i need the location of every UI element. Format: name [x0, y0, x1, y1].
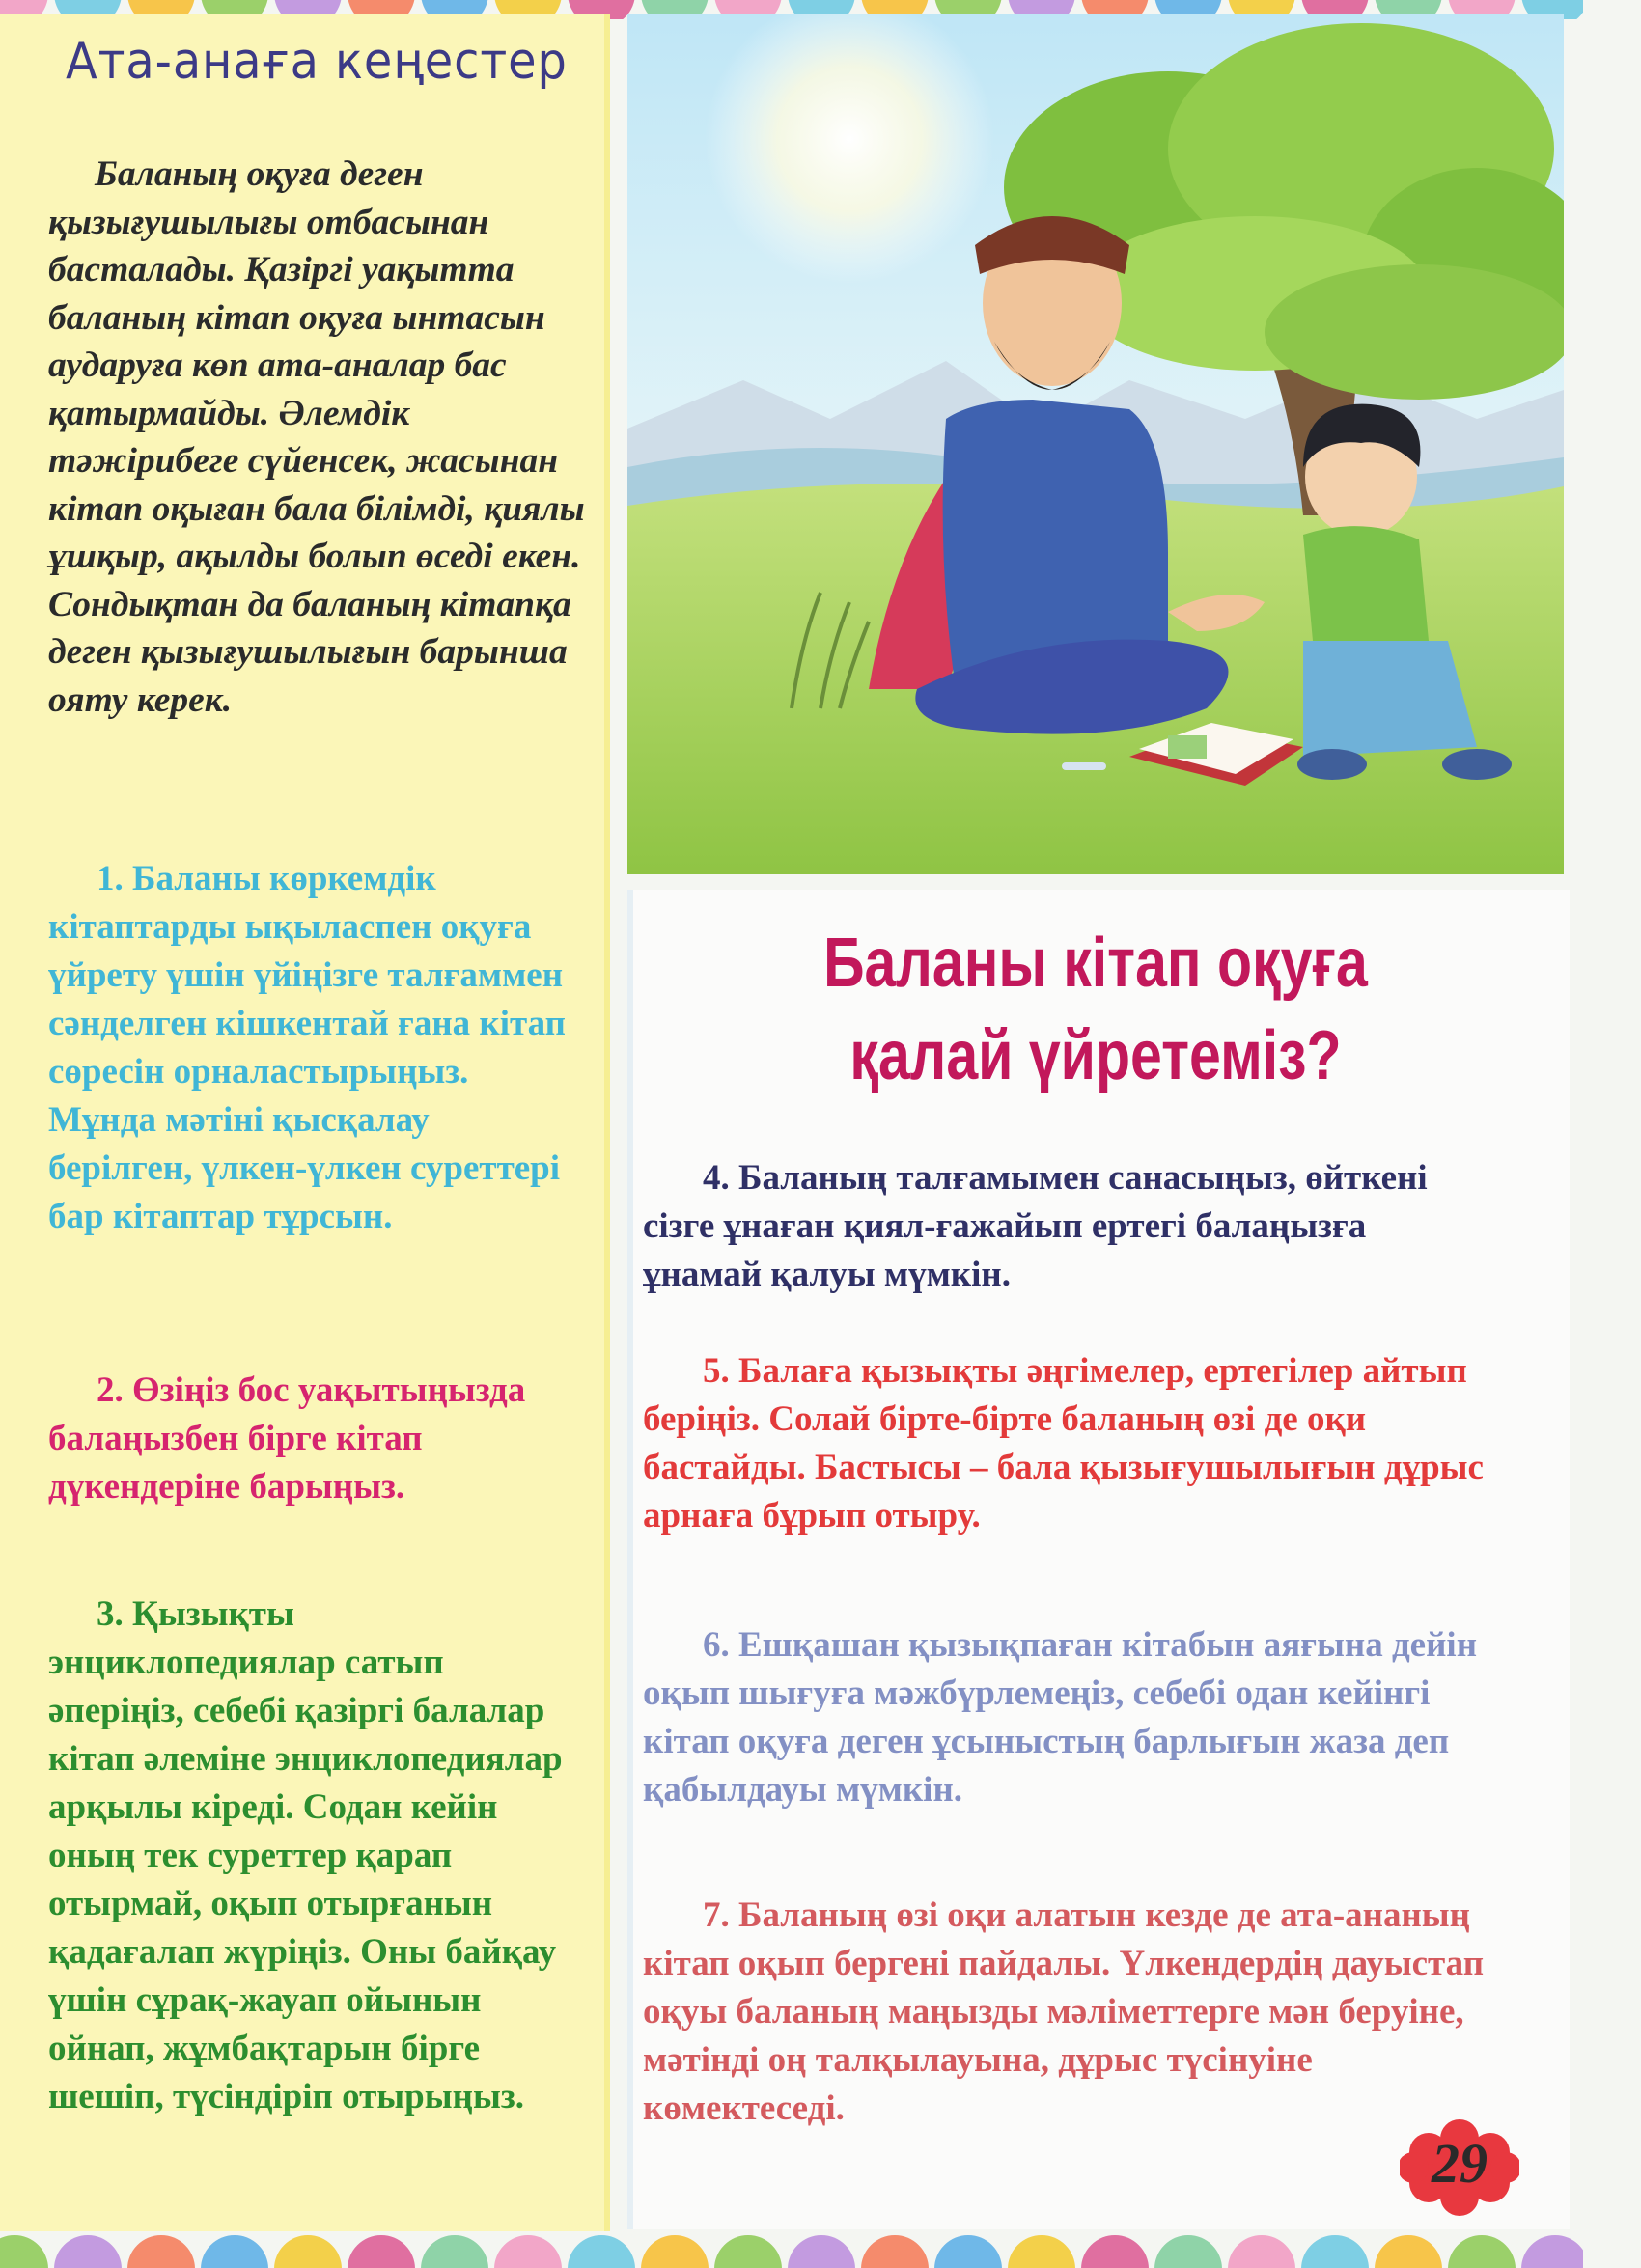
border-dot: [274, 2235, 342, 2268]
headline: [743, 917, 1448, 1102]
border-dot: [1228, 2235, 1295, 2268]
border-dot: [788, 2235, 855, 2268]
pencil: [1062, 762, 1106, 770]
border-dot: [1375, 2235, 1442, 2268]
bottom-dot-border: [0, 2235, 1583, 2268]
border-dot: [568, 2235, 635, 2268]
border-dot: [1081, 2235, 1149, 2268]
border-dot: [127, 2235, 195, 2268]
border-dot: [494, 2235, 562, 2268]
border-dot: [421, 2235, 488, 2268]
tip-5: 5. Балаға қызықты әңгімелер, ертегілер айтып беріңіз. Солай бірте-бірте баланың өзі де оқи бастайды. Бастысы – бала қызығушылығын дұрыс арнаға бұрып отыру.: [643, 1351, 1484, 1535]
border-dot: [1301, 2235, 1369, 2268]
headline-line-2: қалай үйретеміз?: [849, 1017, 1342, 1094]
border-dot: [348, 2235, 415, 2268]
headline-line-1: Баланы кітап оқуға: [823, 925, 1368, 1002]
border-dot: [641, 2235, 709, 2268]
border-dot: [1448, 2235, 1516, 2268]
tip-3: 3. Қызықты энциклопедиялар сатып әперіңіз, себебі қазіргі балалар кітап әлеміне энциклопедиялар арқылы кіреді. Содан кейін оның тек суреттер қарап отырмай, оқып отырғанын қадағалап жүріңіз. Оны байқау үшін сұрақ-жауап ойынын ойнап, жұмбақтарын бірге шешіп, түсіндіріп отырыңыз.: [48, 1594, 563, 2116]
tip-6: 6. Ешқашан қызықпаған кітабын аяғына дейін оқып шығуға мәжбүрлемеңіз, себебі одан кейінгі кітап оқуға деген ұсыныстың барлығын жаза деп қабылдауы мүмкін.: [643, 1625, 1478, 1810]
tip-1: 1. Баланы көркемдік кітаптарды ықыласпен оқуға үйрету үшін үйіңізге талғаммен сәнделген кішкентай ғана кітап сөресін орналастырыңыз. Мұнда мәтіні қысқалау берілген, үлкен-үлкен суреттері бар кітаптар тұрсын.: [48, 859, 566, 1236]
tip-7: 7. Баланың өзі оқи алатын кезде де ата-ананың кітап оқып бергені пайдалы. Үлкендердің дауыстап оқуы баланың маңызды мәліметтерге мән беруіне, мәтінді оң талқылауына, дұрыс түсінуіне көмектеседі.: [643, 1895, 1485, 2128]
tip-2: 2. Өзіңіз бос уақытыңызда балаңызбен бірге кітап дүкендеріне барыңыз.: [48, 1370, 526, 1507]
border-dot: [1521, 2235, 1583, 2268]
border-dot: [54, 2235, 122, 2268]
border-dot: [714, 2235, 782, 2268]
page-number: 29: [1432, 2132, 1488, 2195]
border-dot: [1008, 2235, 1075, 2268]
border-dot: [1154, 2235, 1222, 2268]
intro-paragraph: Баланың оқуға деген қызығушылығы отбасынан басталады. Қазіргі уақытта баланың кітап оқуға ынтасын аударуға көп ата-аналар бас қатырмайды. Әлемдік тәжірибеге сүйенсек, жасынан кітап оқыған бала білімді, қиялы ұшқыр, ақылды болып өседі екен. Сондықтан да баланың кітапқа деген қызығушылығын барынша ояту керек.: [48, 154, 585, 720]
border-dot: [0, 2235, 48, 2268]
tip-4: 4. Баланың талғамымен санасыңыз, өйткені сізге ұнаған қиял-ғажайып ертегі балаңызға ұнамай қалуы мүмкін.: [643, 1158, 1428, 1294]
border-dot: [934, 2235, 1002, 2268]
border-dot: [861, 2235, 929, 2268]
column-title: Ата-анаға кеңестер: [66, 33, 568, 91]
illustration-storyteller-and-boy: [627, 14, 1564, 874]
border-dot: [201, 2235, 268, 2268]
